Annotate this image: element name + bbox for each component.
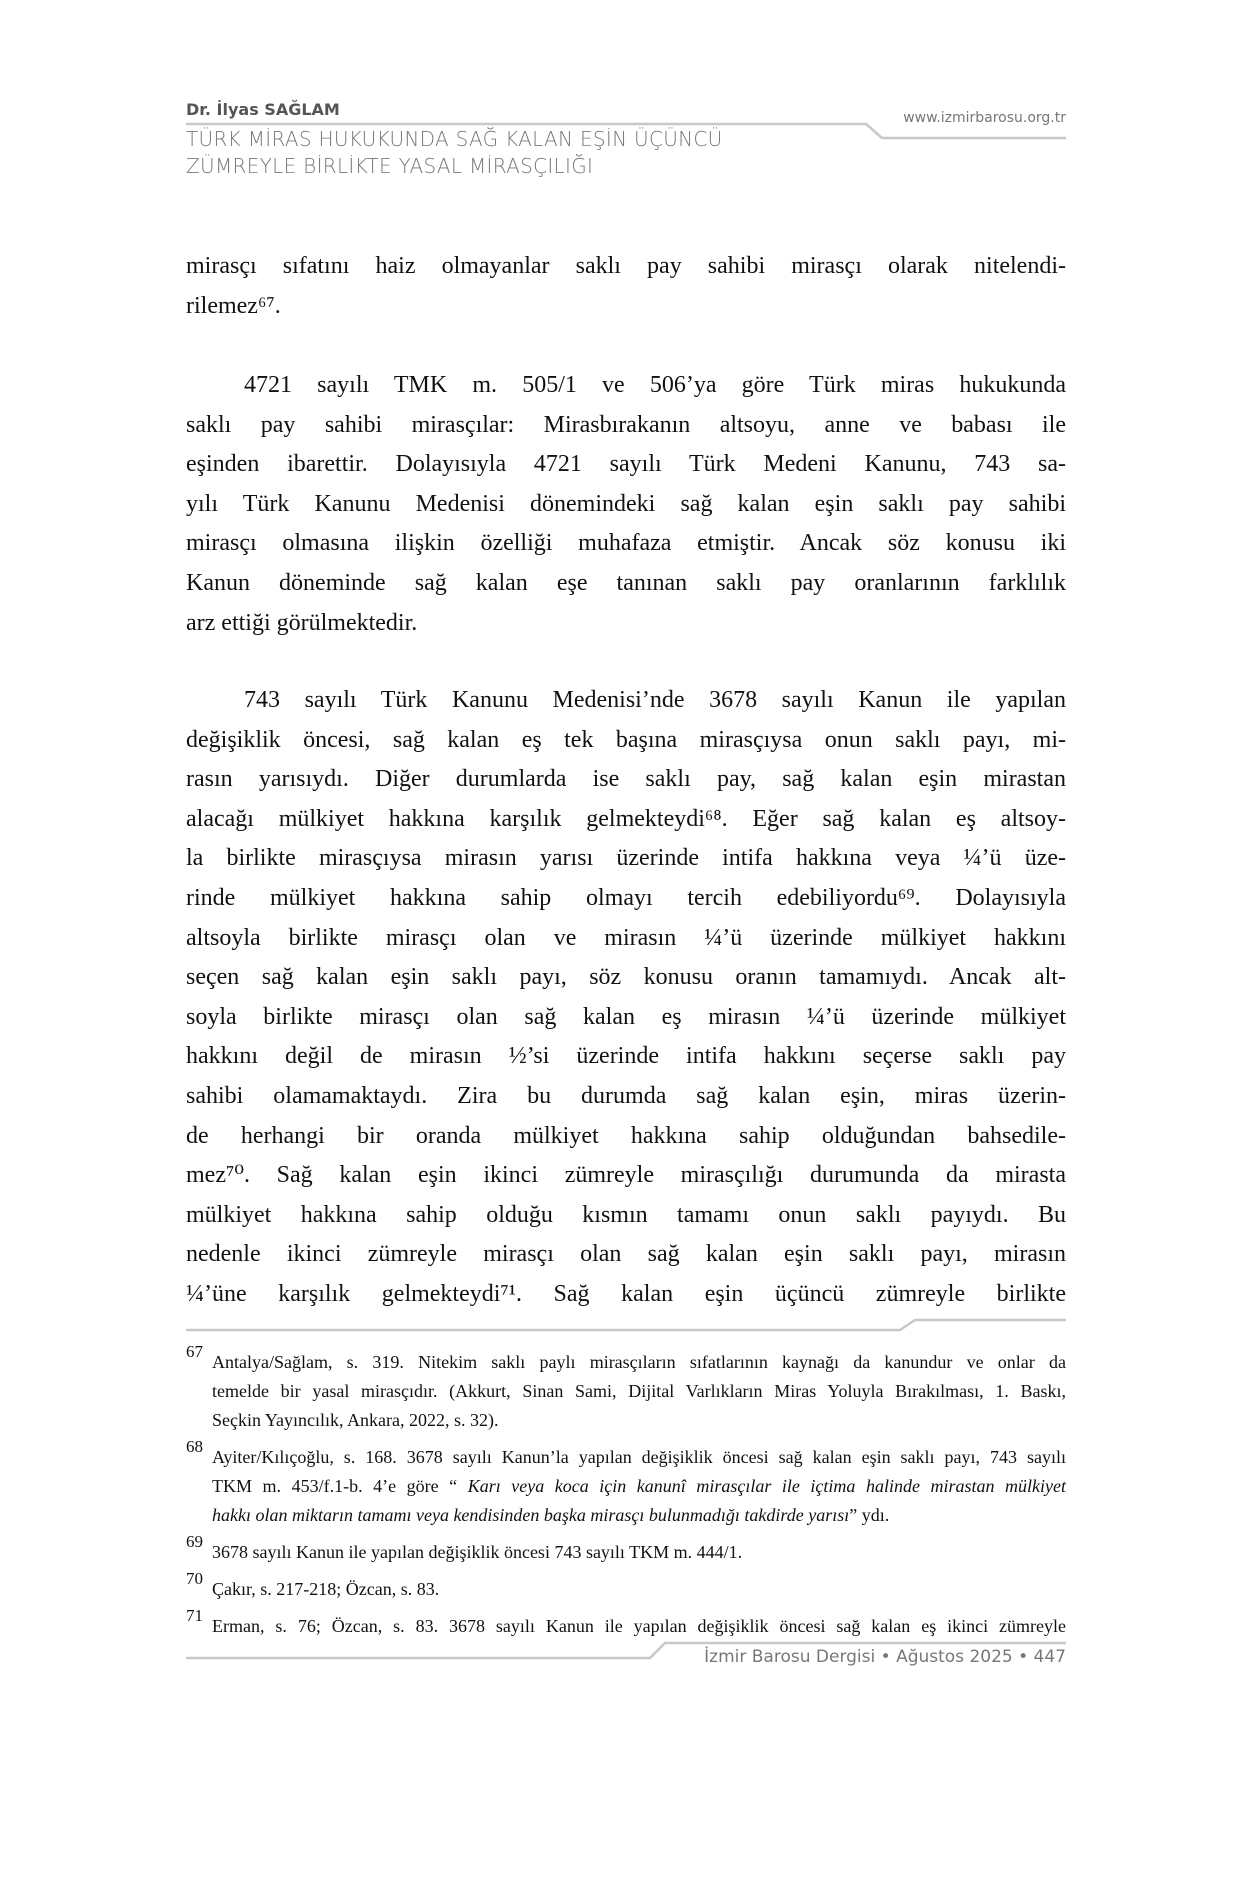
footnote-line: temelde bir yasal mirasçıdır. (Akkurt, Sinan Sami, Dijital Varlıkların Miras Yoluyla Bırakılması, 1. Baskı, xyxy=(212,1381,1066,1401)
text-line: 4721 sayılı TMK m. 505/1 ve 506’ya göre Türk miras hukukunda xyxy=(244,372,1066,398)
footnote-number: 69 xyxy=(186,1532,203,1551)
footnote-line: Çakır, s. 217-218; Özcan, s. 83. xyxy=(212,1579,440,1599)
article-title xyxy=(186,126,723,180)
text-line: la birlikte mirasçıysa mirasın yarısı üzerinde intifa hakkına veya ¼’ü üze- xyxy=(186,845,1066,872)
text-line: soyla birlikte mirasçı olan sağ kalan eş mirasın ¼’ü üzerinde mülkiyet xyxy=(186,1003,1066,1030)
text-line: mülkiyet hakkına sahip olduğu kısmın tamamı onun saklı payıydı. Bu xyxy=(186,1201,1066,1228)
text-line: alacağı mülkiyet hakkına karşılık gelmekteydi⁶⁸. Eğer sağ kalan eş altsoy- xyxy=(186,805,1066,832)
title-line: TÜRK MİRAS HUKUKUNDA SAĞ KALAN EŞİN ÜÇÜNCÜ xyxy=(186,127,723,151)
footnote-separator xyxy=(186,1320,1066,1330)
text-line: sahibi olamamaktaydı. Zira bu durumda sağ kalan eşin, miras üzerin- xyxy=(186,1082,1066,1109)
text-line: altsoyla birlikte mirasçı olan ve mirasın ¼’ü üzerinde mülkiyet hakkını xyxy=(186,924,1066,951)
text-line: eşinden ibarettir. Dolayısıyla 4721 sayılı Türk Medeni Kanunu, 743 sa- xyxy=(186,451,1066,478)
footer-journal-info: İzmir Barosu Dergisi • Ağustos 2025 • 447 xyxy=(704,1647,1066,1667)
footnote xyxy=(186,1342,1066,1435)
text-line: mirasçı sıfatını haiz olmayanlar saklı pay sahibi mirasçı olarak nitelendi- xyxy=(186,253,1066,279)
title-line: ZÜMREYLE BİRLİKTE YASAL MİRASÇILIĞI xyxy=(186,154,594,178)
footnote-line: hakkı olan miktarın tamamı veya kendisinden başka mirasçı bulunmadığı takdirde yarısı” ydı. xyxy=(212,1505,890,1525)
paragraph xyxy=(186,366,1066,643)
text-line: 743 sayılı Türk Kanunu Medenisi’nde 3678 sayılı Kanun ile yapılan xyxy=(244,687,1066,713)
paragraph xyxy=(186,681,1066,1315)
text-line: arz ettiği görülmektedir. xyxy=(186,609,418,636)
text-line: nedenle ikinci zümreyle mirasçı olan sağ kalan eşin saklı payı, mirasın xyxy=(186,1241,1066,1268)
text-line: mirasçı olmasına ilişkin özelliği muhafaza etmiştir. Ancak söz konusu iki xyxy=(186,530,1066,557)
footnote-number: 70 xyxy=(186,1569,203,1588)
footnote xyxy=(186,1606,1066,1641)
text-line: de herhangi bir oranda mülkiyet hakkına sahip olduğundan bahsedile- xyxy=(186,1122,1066,1149)
text-line: saklı pay sahibi mirasçılar: Mirasbırakanın altsoyu, anne ve babası ile xyxy=(186,411,1066,438)
text-line: mez⁷⁰. Sağ kalan eşin ikinci zümreyle mirasçılığı durumunda da mirasta xyxy=(186,1162,1066,1189)
text-line: rinde mülkiyet hakkına sahip olmayı tercih edebiliyordu⁶⁹. Dolayısıyla xyxy=(186,884,1066,911)
footnote-line: Seçkin Yayıncılık, Ankara, 2022, s. 32). xyxy=(212,1410,499,1430)
footnote-line: TKM m. 453/f.1-b. 4’e göre “ Karı veya koca için kanunî mirasçılar ile içtima halinde mirastan mülkiyet xyxy=(212,1476,1066,1496)
text-line: ¼’üne karşılık gelmekteydi⁷¹. Sağ kalan eşin üçüncü zümreyle birlikte xyxy=(186,1280,1066,1307)
website-link[interactable]: www.izmirbarosu.org.tr xyxy=(903,110,1066,126)
footnote xyxy=(186,1532,1066,1567)
footnote-line: Antalya/Sağlam, s. 319. Nitekim saklı paylı mirasçıların sıfatlarının kaynağı da kanundur ve onlar da xyxy=(212,1352,1066,1372)
text-line: rasın yarısıydı. Diğer durumlarda ise saklı pay, sağ kalan eşin mirastan xyxy=(186,766,1066,793)
footnote-line: Ayiter/Kılıçoğlu, s. 168. 3678 sayılı Kanun’la yapılan değişiklik öncesi sağ kalan eşin saklı payı, 743 sayılı xyxy=(212,1447,1066,1467)
text-line: hakkını değil de mirasın ½’si üzerinde intifa hakkını seçerse saklı pay xyxy=(186,1043,1066,1070)
footnote-number: 68 xyxy=(186,1437,203,1456)
footnotes xyxy=(186,1342,1066,1649)
text-line: yılı Türk Kanunu Medenisi dönemindeki sağ kalan eşin saklı pay sahibi xyxy=(186,490,1066,517)
footnote-line: 3678 sayılı Kanun ile yapılan değişiklik öncesi 743 sayılı TKM m. 444/1. xyxy=(212,1542,743,1562)
footnote-line: Erman, s. 76; Özcan, s. 83. 3678 sayılı Kanun ile yapılan değişiklik öncesi sağ kalan eş ikinci zümreyle xyxy=(212,1616,1066,1636)
author-name: Dr. İlyas SAĞLAM xyxy=(186,100,340,119)
text-line: Kanun döneminde sağ kalan eşe tanınan saklı pay oranlarının farklılık xyxy=(186,569,1066,596)
text-line: değişiklik öncesi, sağ kalan eş tek başına mirasçıysa onun saklı payı, mi- xyxy=(186,726,1066,753)
footnote-number: 67 xyxy=(186,1342,203,1361)
text-line: rilemez⁶⁷. xyxy=(186,292,281,319)
text-line: seçen sağ kalan eşin saklı payı, söz konusu oranın tamamıydı. Ancak alt- xyxy=(186,964,1066,991)
footnote xyxy=(186,1437,1066,1530)
footnote-number: 71 xyxy=(186,1606,203,1625)
footnote xyxy=(186,1569,1066,1604)
paragraph xyxy=(186,247,1066,326)
